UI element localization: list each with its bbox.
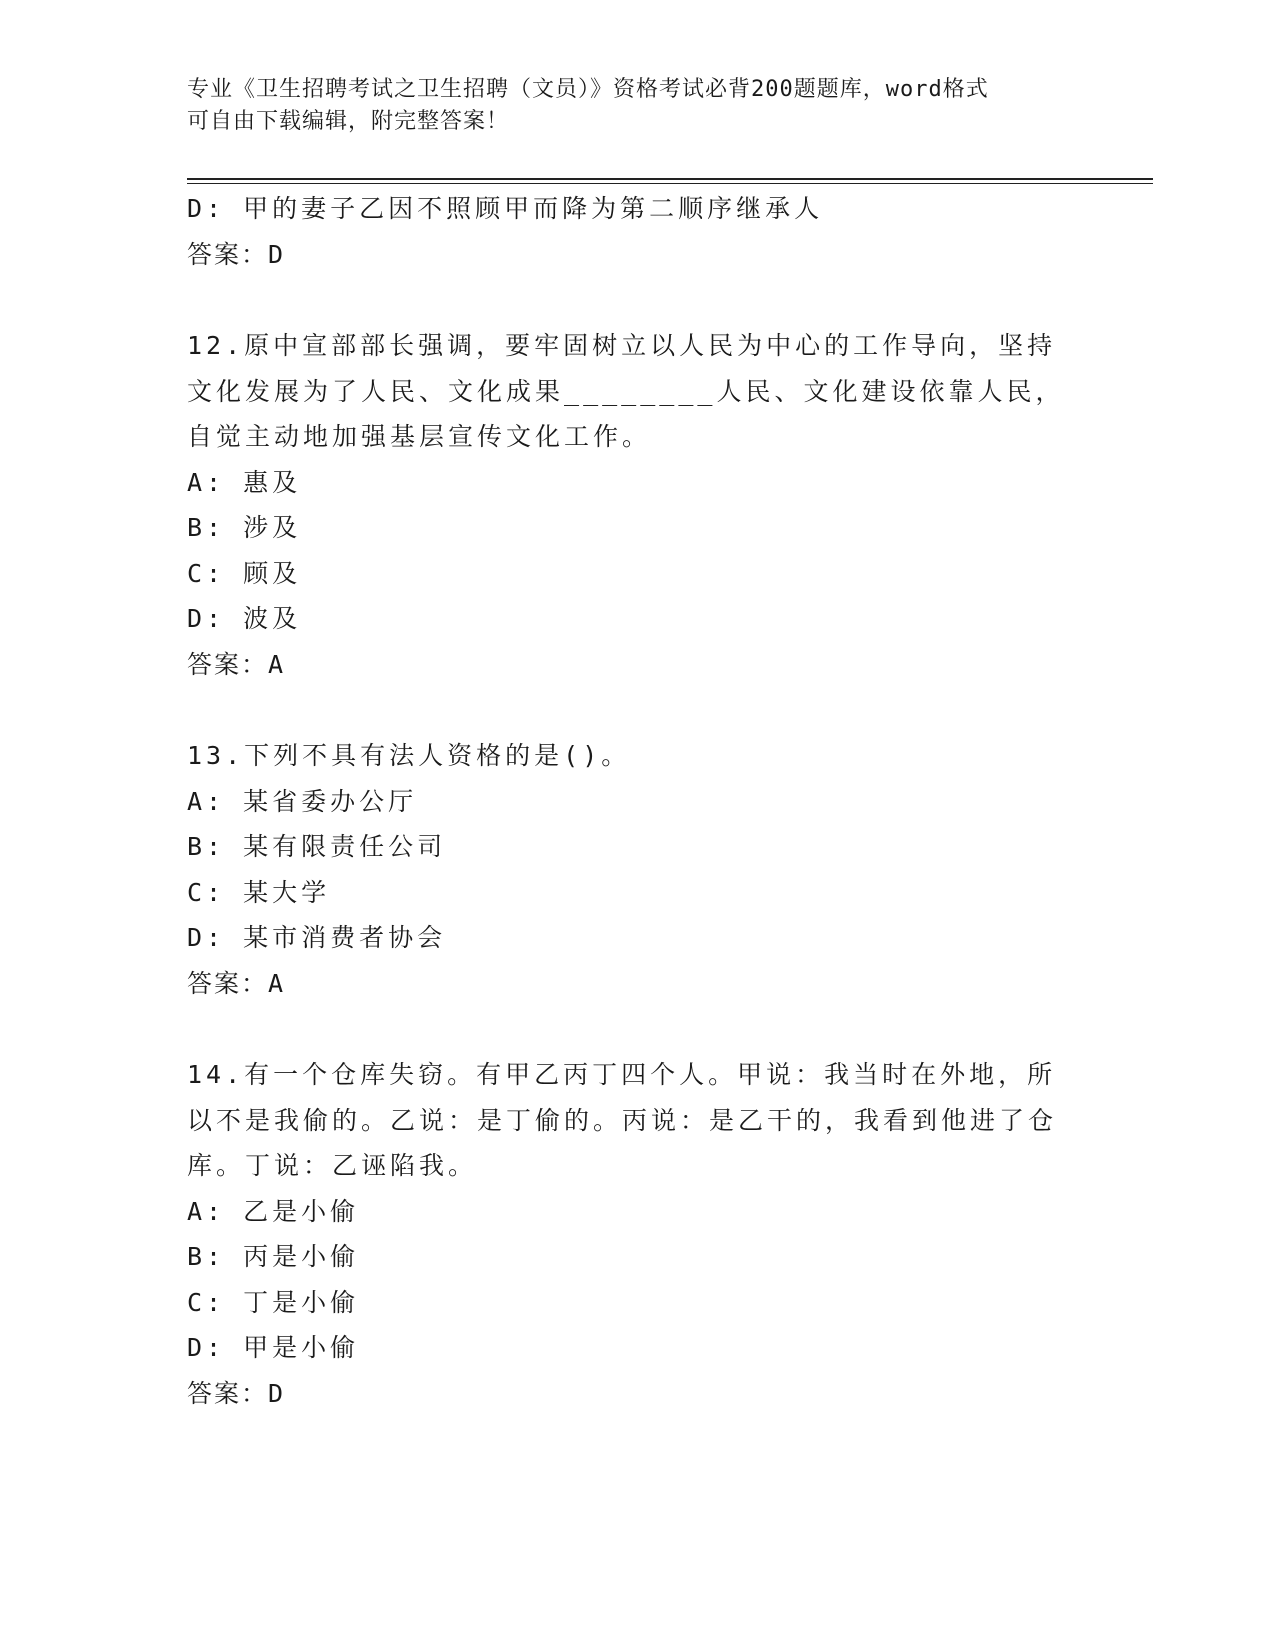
option-b — [187, 1234, 1067, 1280]
option-a — [187, 779, 1067, 825]
header-title-line-2: 可自由下载编辑，附完整答案！ — [187, 109, 510, 134]
option-text: 甲是小偷 — [243, 1333, 360, 1362]
option-letter: D: — [187, 194, 226, 223]
option-b — [187, 505, 1067, 551]
header-divider — [187, 178, 1153, 184]
option-a — [187, 1189, 1067, 1235]
option-b — [187, 824, 1067, 870]
question-12 — [187, 323, 1067, 687]
answer-line — [187, 1371, 1067, 1417]
question-14 — [187, 1052, 1067, 1416]
option-letter: C: — [187, 558, 226, 588]
answer-value: D — [268, 1378, 288, 1408]
answer-value: A — [268, 968, 288, 998]
option-text: 乙是小偷 — [243, 1196, 360, 1226]
option-text: 某大学 — [243, 877, 331, 907]
question-text: 14.有一个仓库失窃。有甲乙丙丁四个人。甲说：我当时在外地，所以不是我偷的。乙说：是丁偷的。丙说：是乙干的，我看到他进了仓库。丁说：乙诬陷我。 — [187, 1060, 1058, 1180]
answer-value: A — [268, 649, 288, 679]
option-text: 惠及 — [243, 467, 302, 497]
option-letter: A: — [187, 1196, 226, 1226]
option-d — [187, 1325, 1067, 1371]
option-text: 甲的妻子乙因不照顾甲而降为第二顺序继承人 — [243, 194, 824, 223]
option-c — [187, 1280, 1067, 1326]
answer-label: 答案： — [187, 649, 269, 679]
option-d — [187, 186, 1067, 232]
fill-blank: ________ — [564, 376, 717, 406]
option-text: 丁是小偷 — [243, 1287, 360, 1317]
option-text: 某有限责任公司 — [243, 832, 447, 861]
option-letter: B: — [187, 513, 226, 542]
document-header — [187, 74, 1067, 138]
option-text: 顾及 — [243, 558, 302, 588]
option-text: 波及 — [243, 604, 302, 633]
option-text: 某省委办公厅 — [243, 786, 418, 816]
question-13 — [187, 733, 1067, 1006]
option-text: 某市消费者协会 — [243, 923, 447, 952]
answer-line — [187, 232, 1067, 278]
answer-value: D — [268, 239, 288, 269]
prev-question-block — [187, 186, 1067, 277]
option-letter: C: — [187, 877, 226, 907]
option-d — [187, 596, 1067, 642]
answer-label: 答案： — [187, 239, 269, 269]
option-d — [187, 915, 1067, 961]
header-title-line-1: 专业《卫生招聘考试之卫生招聘（文员）》资格考试必背200题题库，word格式 — [187, 77, 989, 102]
option-c — [187, 551, 1067, 597]
option-letter: D: — [187, 604, 226, 633]
document-body — [187, 186, 1067, 1462]
option-a — [187, 460, 1067, 506]
option-letter: D: — [187, 923, 226, 952]
answer-label: 答案： — [187, 968, 269, 998]
option-c — [187, 870, 1067, 916]
option-text: 丙是小偷 — [243, 1242, 360, 1271]
option-letter: C: — [187, 1287, 226, 1317]
option-letter: B: — [187, 832, 226, 861]
answer-label: 答案： — [187, 1378, 269, 1408]
option-letter: A: — [187, 786, 226, 816]
option-letter: B: — [187, 1242, 226, 1271]
question-text-part-2: 人民、文化建设依靠人民，自觉主动地加强基层宣传文化工作。 — [187, 376, 1065, 451]
option-text: 涉及 — [243, 513, 302, 542]
answer-line — [187, 961, 1067, 1007]
option-letter: A: — [187, 467, 226, 497]
question-text — [187, 323, 1067, 460]
question-text-part-1: 12.原中宣部部长强调，要牢固树立以人民为中心的工作导向，坚持文化发展为了人民、文化成果 — [187, 331, 1057, 406]
question-text: 13.下列不具有法人资格的是()。 — [187, 741, 631, 770]
option-letter: D: — [187, 1333, 226, 1362]
answer-line — [187, 642, 1067, 688]
